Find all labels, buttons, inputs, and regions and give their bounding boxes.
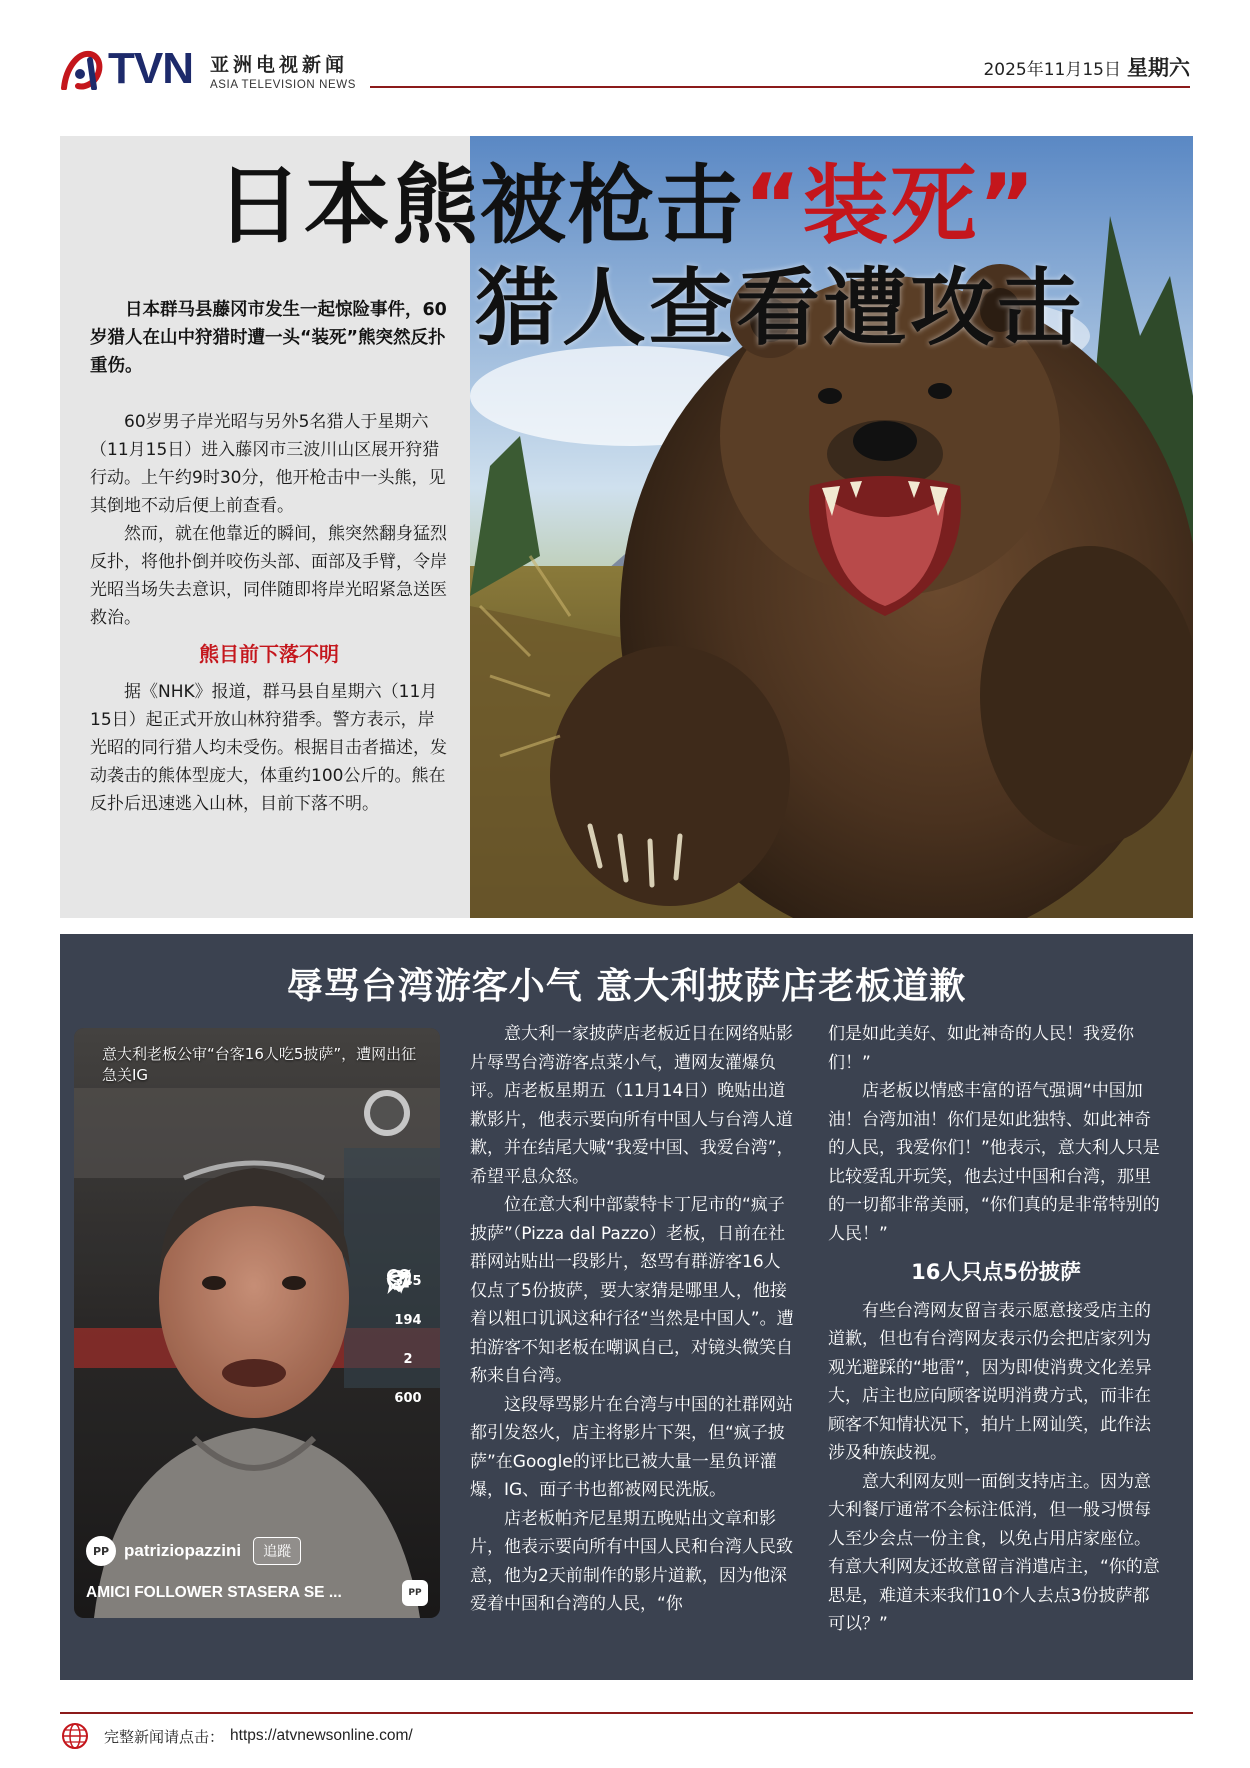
masthead xyxy=(60,44,1190,94)
header-rule xyxy=(370,86,1190,88)
footer-rule xyxy=(60,1712,1193,1714)
username[interactable]: patriziopazzini xyxy=(124,1541,242,1560)
pizza-paragraph: 店老板帕齐尼星期五晚贴出文章和影片，他表示要向所有中国人民和台湾人民致意，他为2天前制作的影片道歉，因为他深爱着中国和台湾的人民，“你 xyxy=(470,1508,793,1614)
bear-story xyxy=(60,136,1193,918)
brand-name xyxy=(210,50,356,91)
repost-count: 2 xyxy=(403,1352,413,1367)
bear-lead: 日本群马县藤冈市发生一起惊险事件，60岁猎人在山中狩猎时遭一头“装死”熊突然反扑重伤。 xyxy=(90,300,447,376)
comment-count: 194 xyxy=(394,1313,422,1328)
pizza-column-2 xyxy=(828,1020,1164,1639)
pizza-subhead: 16人只点5份披萨 xyxy=(911,1260,1081,1284)
headline-line-2: 猎人查看遭攻击 xyxy=(475,259,1085,357)
brand-english: ASIA TELEVISION NEWS xyxy=(210,79,356,91)
headline-part-1: 日本熊被枪击 xyxy=(215,156,744,256)
avatar[interactable]: PP xyxy=(86,1536,116,1566)
bear-paragraph: 60岁男子岸光昭与另外5名猎人于星期六（11月15日）进入藤冈市三波川山区展开狩猎行动。上午约9时30分，他开枪击中一头熊，见其倒地不动后便上前查看。 xyxy=(90,412,446,516)
issue-date xyxy=(983,52,1190,82)
pizza-paragraph: 意大利网友则一面倒支持店主。因为意大利餐厅通常不会标注低消，但一般习惯每人至少会点一份主食，以免占用店家座位。有意大利网友还故意留言消遣店主，“你的意思是，难道未来我们10个人去点3份披萨都可以？” xyxy=(828,1471,1160,1634)
share-icon[interactable] xyxy=(386,1268,412,1294)
footer xyxy=(60,1718,413,1754)
pizza-paragraph: 意大利一家披萨店老板近日在网络贴影片辱骂台湾游客点菜小气，遭网友灌爆负评。店老板星期五（11月14日）晚贴出道歉影片，他表示要向所有中国人与台湾人道歉，并在结尾大喊“我爱中国、我爱台湾”，希望平息众怒。 xyxy=(470,1024,794,1187)
date-text: 2025年11月15日 xyxy=(983,60,1121,80)
brand-chinese: 亚洲电视新闻 xyxy=(210,54,349,76)
weekday-text: 星期六 xyxy=(1127,56,1190,80)
headline-quote: “装死” xyxy=(743,156,1038,256)
like-count: 345 xyxy=(394,1274,422,1289)
globe-icon xyxy=(60,1721,90,1751)
logo-text: TVN xyxy=(108,44,193,93)
video-actions xyxy=(386,1268,430,1430)
video-description: AMICI FOLLOWER STASERA SE ... xyxy=(86,1584,342,1601)
bear-body xyxy=(90,408,448,818)
pizza-paragraph: 有些台湾网友留言表示愿意接受店主的道歉，但也有台湾网友表示仍会把店家列为观光避踩的“地雷”，因为即使消费文化差异大，店主也应向顾客说明消费方式，而非在顾客不知情状况下，拍片上网讪笑，此作法涉及种族歧视。 xyxy=(828,1300,1152,1463)
bear-headline xyxy=(60,154,1193,258)
video-caption: 意大利老板公审“台客16人吃5披萨”，遭网出征急关IG xyxy=(102,1045,417,1084)
video-user xyxy=(86,1536,301,1566)
pizza-column-1 xyxy=(470,1020,796,1619)
atvn-logo[interactable] xyxy=(60,44,193,93)
music-disc-icon[interactable]: PP xyxy=(402,1580,428,1606)
follow-button[interactable]: 追蹤 xyxy=(253,1537,301,1565)
share-count: 600 xyxy=(394,1391,422,1406)
pizza-headline: 辱骂台湾游客小气 意大利披萨店老板道歉 xyxy=(286,966,967,1007)
pizza-paragraph: 位在意大利中部蒙特卡丁尼市的“疯子披萨”（Pizza dal Pazzo）老板，日前在社群网站贴出一段影片，怒骂有群游客16人仅点了5份披萨，要大家猜是哪里人，他接着以粗口讥讽这种行径“当然是中国人”。遭拍游客不知老板在嘲讽自己，对镜头微笑自称来自台湾。 xyxy=(470,1195,794,1386)
pizza-paragraph: 这段辱骂影片在台湾与中国的社群网站都引发怒火，店主将影片下架，但“疯子披萨”在Google的评比已被大量一星负评灌爆，IG、面子书也都被网民洗版。 xyxy=(470,1394,793,1500)
headline-line-1 xyxy=(60,154,1193,258)
bear-subhead: 熊目前下落不明 xyxy=(199,642,339,666)
pizza-paragraph: 店老板以情感丰富的语气强调“中国加油！台湾加油！你们是如此独特、如此神奇的人民，我爱你们！”他表示，意大利人只是比较爱乱开玩笑，他去过中国和台湾，那里的一切都非常美丽，“你们真的是非常特别的人民！” xyxy=(828,1081,1160,1244)
pizza-story xyxy=(60,934,1193,1680)
bear-paragraph: 据《NHK》报道，群马县自星期六（11月15日）起正式开放山林狩猎季。警方表示，岸光昭的同行猎人均未受伤。根据目击者描述，发动袭击的熊体型庞大，体重约100公斤的。熊在反扑后迅速逃入山林，目前下落不明。 xyxy=(90,682,447,814)
bear-paragraph: 然而，就在他靠近的瞬间，熊突然翻身猛烈反扑，将他扑倒并咬伤头部、面部及手臂，令岸光昭当场失去意识，同伴随即将岸光昭紧急送医救治。 xyxy=(90,524,447,628)
footer-label: 完整新闻请点击： xyxy=(104,1727,225,1746)
video-screenshot[interactable] xyxy=(74,1028,440,1618)
footer-link[interactable]: https://atvnewsonline.com/ xyxy=(230,1727,413,1744)
atvn-logo-a-icon xyxy=(60,48,108,90)
loading-spinner-icon xyxy=(364,1090,410,1136)
pizza-paragraph-continued: 们是如此美好、如此神奇的人民！我爱你们！” xyxy=(828,1024,1134,1073)
